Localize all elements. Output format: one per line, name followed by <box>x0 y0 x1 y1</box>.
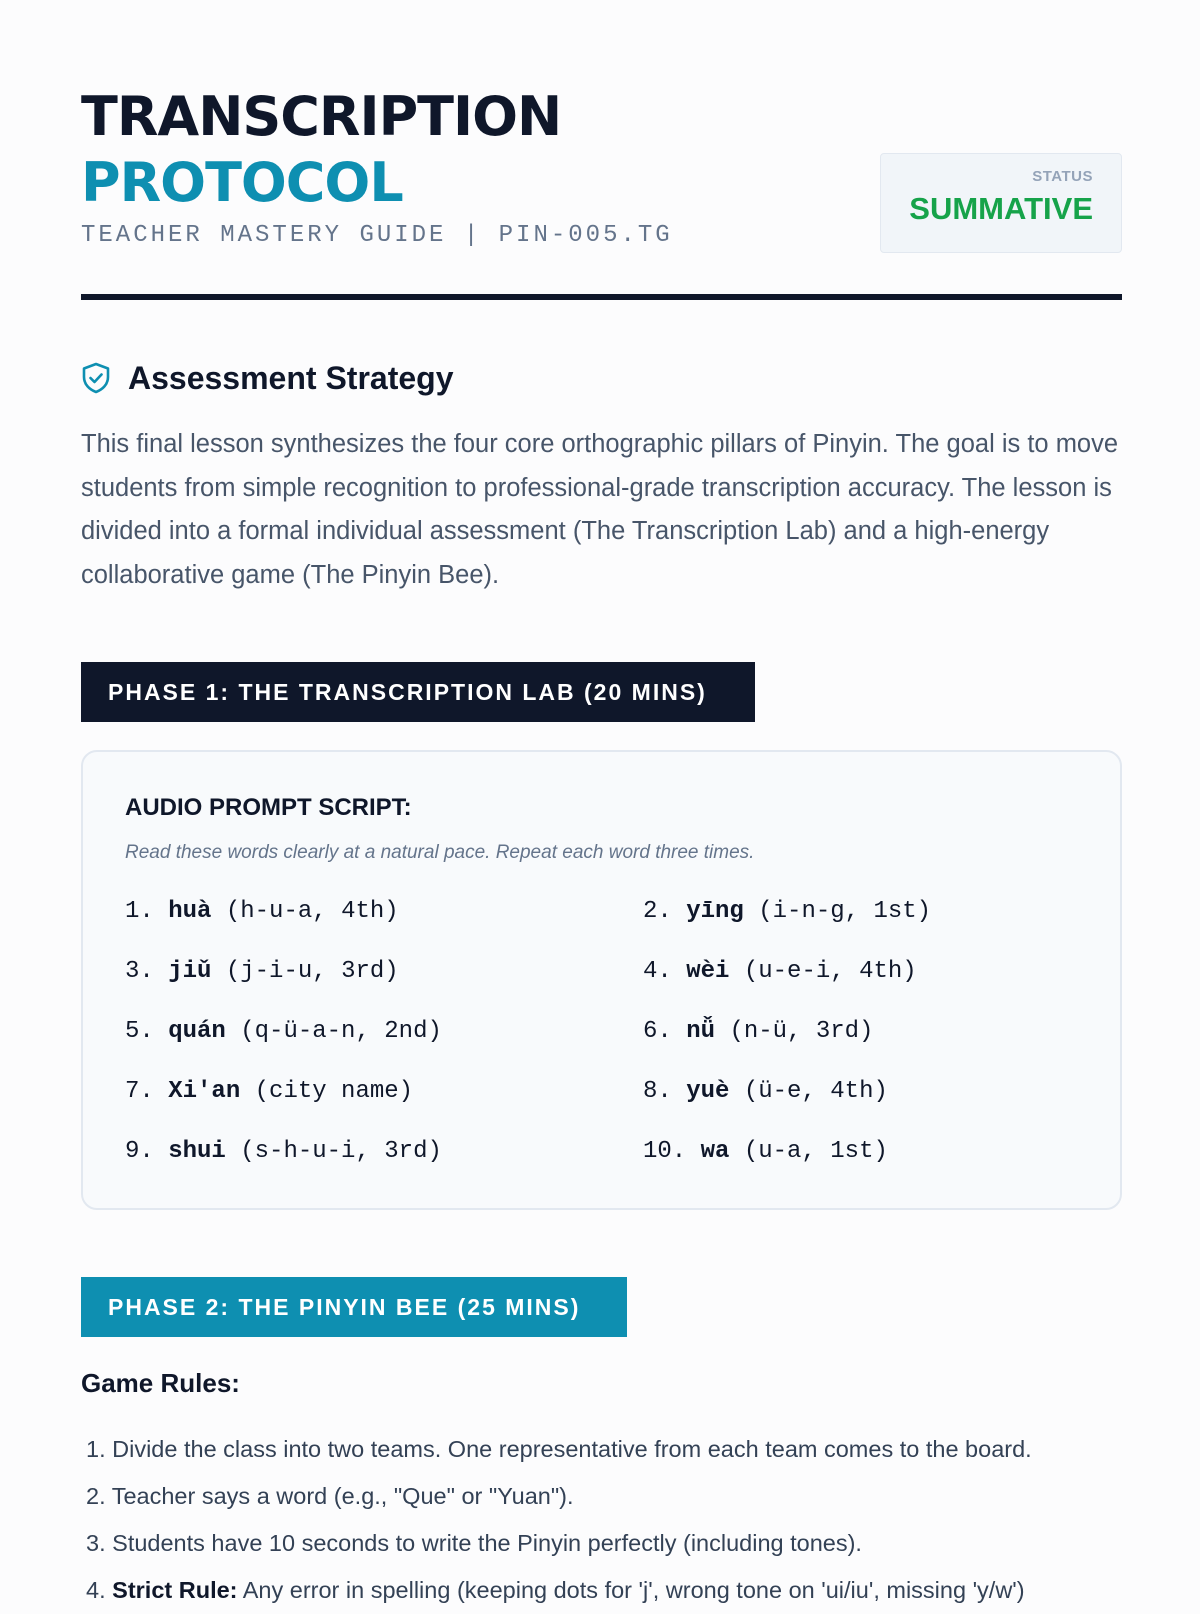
word-number: 2. <box>643 898 672 925</box>
word-hint: (i-n-g, 1st) <box>758 898 932 925</box>
audio-prompt-note: Read these words clearly at a natural pace. Repeat each word three times. <box>125 842 755 863</box>
word-pinyin: Xi'an <box>168 1078 241 1105</box>
word-item <box>643 1062 1083 1122</box>
game-rules-title: Game Rules: <box>81 1368 240 1398</box>
title-line-1: TRANSCRIPTION <box>81 85 562 148</box>
rule-text: Teacher says a word (e.g., "Que" or "Yuan"). <box>111 1483 574 1509</box>
word-hint: (h-u-a, 4th) <box>225 898 399 925</box>
word-item <box>125 1122 643 1182</box>
word-pinyin: shui <box>168 1138 226 1165</box>
word-hint: (s-h-u-i, 3rd) <box>240 1138 442 1165</box>
status-badge <box>880 153 1122 253</box>
word-number: 7. <box>125 1078 154 1105</box>
word-hint: (ü-e, 4th) <box>743 1078 888 1105</box>
word-number: 4. <box>643 958 672 985</box>
word-number: 10. <box>643 1138 687 1165</box>
word-number: 8. <box>643 1078 672 1105</box>
word-pinyin: quán <box>168 1018 226 1045</box>
word-item <box>643 1002 1083 1062</box>
document-subtitle: TEACHER MASTERY GUIDE | PIN-005.TG <box>81 222 673 249</box>
status-value: SUMMATIVE <box>909 191 1093 226</box>
title-line-2: PROTOCOL <box>81 151 403 214</box>
word-pinyin: yuè <box>686 1078 730 1105</box>
phase-1-banner: PHASE 1: THE TRANSCRIPTION LAB (20 MINS) <box>81 662 755 722</box>
word-list <box>125 882 1085 1182</box>
word-pinyin: wa <box>700 1138 730 1165</box>
word-hint: (u-e-i, 4th) <box>743 958 917 985</box>
rule-number: 3. <box>86 1530 106 1556</box>
word-item <box>643 882 1083 942</box>
phase-2-banner: PHASE 2: THE PINYIN BEE (25 MINS) <box>81 1277 627 1337</box>
status-label: STATUS <box>1032 168 1093 185</box>
header-divider <box>81 294 1122 300</box>
rule-text: Any error in spelling (keeping dots for 'j', wrong tone on 'ui/iu', missing 'y/w') <box>242 1577 1025 1603</box>
rule-item <box>86 1473 1126 1520</box>
word-item <box>643 942 1083 1002</box>
game-rules-list <box>86 1426 1126 1614</box>
audio-prompt-card <box>81 750 1122 1210</box>
page-title <box>81 84 561 216</box>
rule-text: Students have 10 seconds to write the Pinyin perfectly (including tones). <box>112 1530 862 1556</box>
rule-text: Divide the class into two teams. One representative from each team comes to the board. <box>112 1436 1032 1462</box>
word-number: 1. <box>125 898 154 925</box>
word-pinyin: nǚ <box>686 1018 716 1045</box>
rule-number: 2. <box>86 1483 106 1509</box>
word-item <box>125 882 643 942</box>
word-hint: (u-a, 1st) <box>743 1138 888 1165</box>
rule-number: 4. <box>86 1577 106 1603</box>
word-hint: (city name) <box>254 1078 414 1105</box>
word-number: 5. <box>125 1018 154 1045</box>
word-pinyin: huà <box>168 898 212 925</box>
word-number: 9. <box>125 1138 154 1165</box>
rule-item <box>86 1426 1126 1473</box>
rule-item <box>86 1567 1126 1614</box>
word-item <box>125 1062 643 1122</box>
word-hint: (n-ü, 3rd) <box>729 1018 874 1045</box>
assessment-heading-text: Assessment Strategy <box>128 360 454 396</box>
audio-prompt-title: AUDIO PROMPT SCRIPT: <box>125 794 412 821</box>
assessment-description: This final lesson synthesizes the four core orthographic pillars of Pinyin. The goal is to move students from simple recognition to professional-grade transcription accuracy. The lesson is divided into a formal individual assessment (The Transcription Lab) and a high-energy collaborative game (The Pinyin Bee). <box>81 430 1119 589</box>
word-item <box>643 1122 1083 1182</box>
word-number: 6. <box>643 1018 672 1045</box>
word-item <box>125 1002 643 1062</box>
word-hint: (q-ü-a-n, 2nd) <box>240 1018 442 1045</box>
word-hint: (j-i-u, 3rd) <box>225 958 399 985</box>
word-pinyin: wèi <box>686 958 730 985</box>
word-number: 3. <box>125 958 154 985</box>
rule-number: 1. <box>86 1436 106 1462</box>
rule-strong-label: Strict Rule: <box>112 1577 238 1603</box>
rule-item <box>86 1520 1126 1567</box>
word-pinyin: jiǔ <box>168 958 212 985</box>
word-pinyin: yīng <box>686 898 744 925</box>
word-item <box>125 942 643 1002</box>
shield-check-icon <box>81 362 111 394</box>
